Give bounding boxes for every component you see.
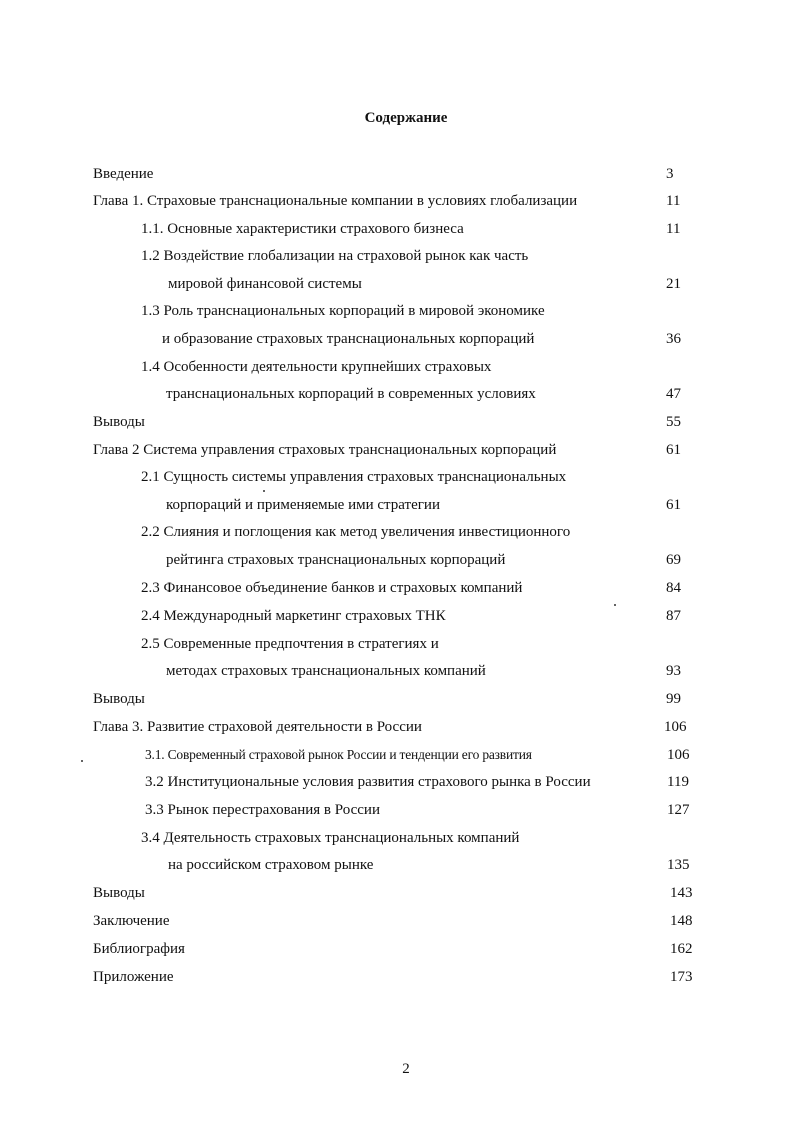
toc-page-number: 61 [666, 442, 681, 458]
toc-page-number: 148 [670, 913, 693, 929]
toc-entry: корпораций и применяемые ими стратегии [166, 497, 440, 513]
toc-entry: на российском страховом рынке [168, 857, 374, 873]
toc-entry: Выводы [93, 414, 145, 430]
toc-entry: Глава 2 Система управления страховых транснациональных корпораций [93, 442, 557, 458]
toc-page-number: 93 [666, 663, 681, 679]
toc-page-number: 3 [666, 166, 674, 182]
toc-page-number: 36 [666, 331, 681, 347]
toc-entry: 2.2 Слияния и поглощения как метод увеличения инвестиционного [141, 524, 571, 540]
toc-entry: 1.2 Воздействие глобализации на страховой рынок как часть [141, 248, 529, 264]
toc-page-number: 47 [666, 386, 681, 402]
toc-entry: 2.4 Международный маркетинг страховых ТНК [141, 608, 446, 624]
toc-page-number: 119 [667, 774, 689, 790]
toc-page-number: 11 [666, 221, 681, 237]
toc-entry: Приложение [93, 969, 174, 985]
scan-speck [614, 604, 616, 606]
toc-page-number: 106 [667, 747, 690, 763]
toc-page-number: 173 [670, 969, 693, 985]
toc-entry: Глава 1. Страховые транснациональные компании в условиях глобализации [93, 193, 578, 209]
toc-entry: Введение [93, 166, 154, 182]
toc-page-number: 55 [666, 414, 681, 430]
toc-page-number: 106 [664, 719, 687, 735]
toc-entry: Заключение [93, 913, 170, 929]
toc-page-number: 69 [666, 552, 681, 568]
toc-entry: 3.1. Современный страховой рынок России и тенденции его развития [145, 747, 532, 762]
toc-page-number: 11 [666, 193, 681, 209]
scan-speck [81, 760, 83, 762]
toc-entry: транснациональных корпораций в современных условиях [166, 386, 536, 402]
toc-entry: 3.4 Деятельность страховых транснациональных компаний [141, 830, 520, 846]
toc-entry: 2.5 Современные предпочтения в стратегиях и [141, 636, 439, 652]
toc-entry: 3.2 Институциональные условия развития страхового рынка в России [145, 774, 591, 790]
page-number: 2 [402, 1061, 410, 1077]
toc-entry: мировой финансовой системы [168, 276, 362, 292]
toc-page-number: 84 [666, 580, 681, 596]
toc-entry: 2.3 Финансовое объединение банков и страховых компаний [141, 580, 523, 596]
toc-page-number: 21 [666, 276, 681, 292]
toc-page-number: 135 [667, 857, 690, 873]
toc-entry: 3.3 Рынок перестрахования в России [145, 802, 380, 818]
toc-page-number: 127 [667, 802, 690, 818]
toc-entry: 1.4 Особенности деятельности крупнейших страховых [141, 359, 492, 375]
toc-entry: 2.1 Сущность системы управления страховых транснациональных [141, 469, 567, 485]
toc-page-number: 162 [670, 941, 693, 957]
toc-page-number: 87 [666, 608, 681, 624]
toc-entry: и образование страховых транснациональных корпораций [162, 331, 535, 347]
toc-entry: Библиография [93, 941, 185, 957]
toc-page-number: 99 [666, 691, 681, 707]
toc-page-number: 143 [670, 885, 693, 901]
page-title: Содержание [364, 110, 448, 126]
toc-entry: методах страховых транснациональных компаний [166, 663, 486, 679]
scan-speck [263, 490, 265, 492]
toc-entry: 1.3 Роль транснациональных корпораций в мировой экономике [141, 303, 545, 319]
toc-entry: 1.1. Основные характеристики страхового бизнеса [141, 221, 464, 237]
toc-entry: Выводы [93, 691, 145, 707]
toc-page-number: 61 [666, 497, 681, 513]
toc-entry: Выводы [93, 885, 145, 901]
toc-entry: Глава 3. Развитие страховой деятельности в России [93, 719, 422, 735]
toc-entry: рейтинга страховых транснациональных корпораций [166, 552, 506, 568]
